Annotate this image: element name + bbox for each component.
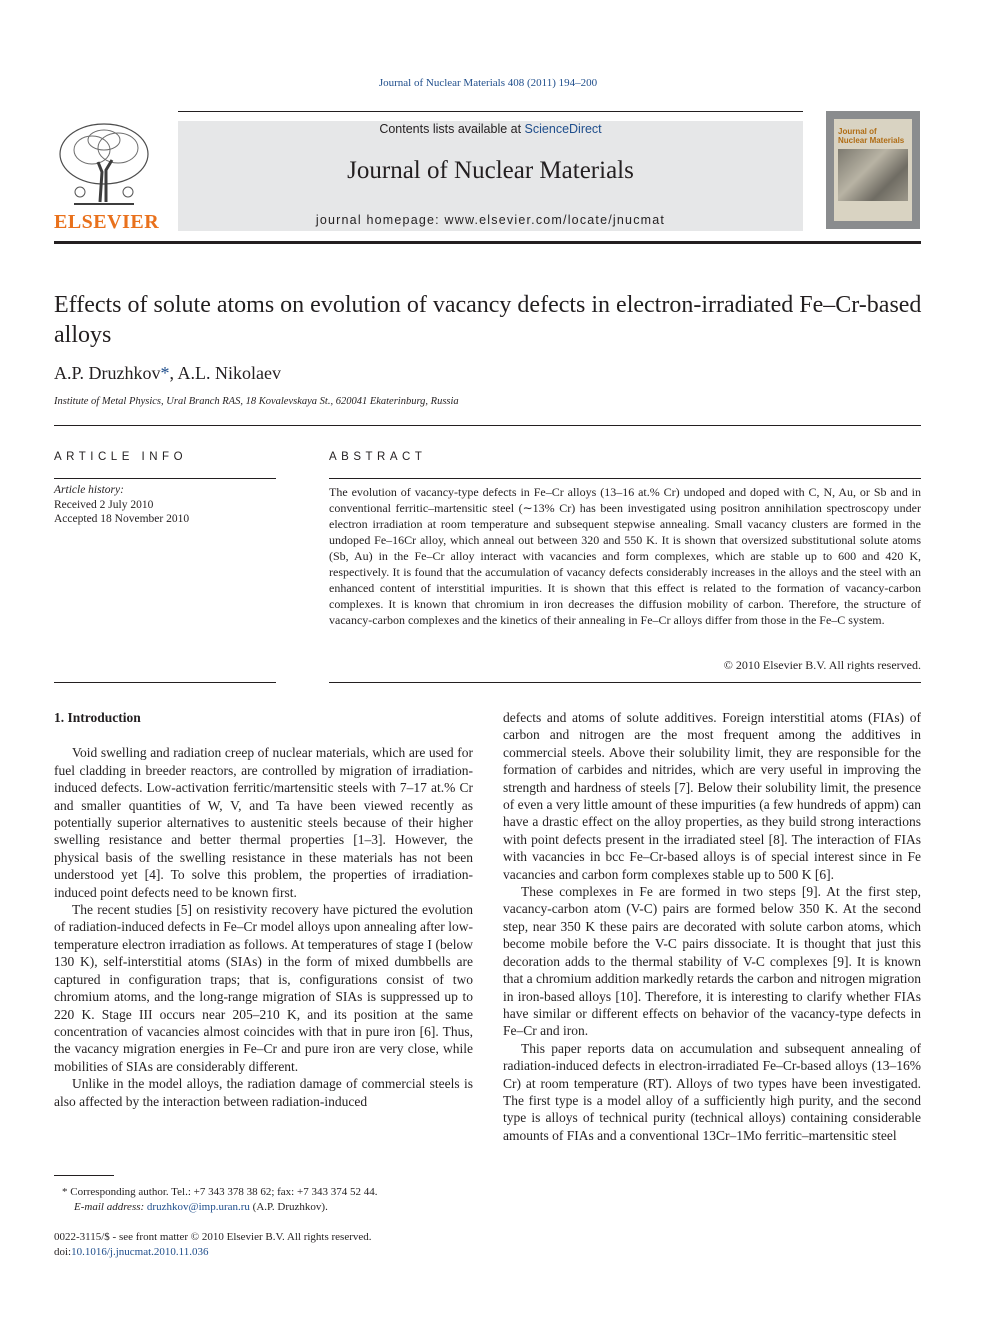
affiliation: Institute of Metal Physics, Ural Branch RAS, 18 Kovalevskaya St., 620041 Ekaterinburg, Russia xyxy=(54,396,459,407)
corresponding-author-mark[interactable]: * xyxy=(160,363,170,383)
body-left-column xyxy=(54,709,473,1110)
cover-panel xyxy=(834,119,912,221)
contents-prefix: Contents lists available at xyxy=(379,122,525,136)
abstract-heading-rule xyxy=(329,478,921,479)
received-date: Received 2 July 2010 xyxy=(54,498,154,511)
email-label: E-mail address: xyxy=(74,1200,147,1213)
journal-cover xyxy=(826,111,920,229)
paragraph: These complexes in Fe are formed in two steps [9]. At the first step, vacancy-carbon atom (V-C) pairs are formed below 350 K. At the second step, near 350 K these pairs are decorated with solute carbon atoms, which become mobile before the V-C pairs dissociate. It is thought that just this decoration adds to the thermal stability of V-C complexes [9]. It is known that a chromium addition markedly retards the carbon and nitrogen migration in iron-based alloys [10]. Therefore, it is interesting to clarify whether FIAs have similar or different effects on behavior of the vacancy-type defects in Fe–Cr and iron. xyxy=(503,884,921,1039)
paragraph: The recent studies [5] on resistivity recovery have pictured the evolution of radiation-induced defects in Fe–Cr model alloys upon annealing after low-temperature electron irradiation as follows. At temperatures of stage I (below 130 K), self-interstitial atoms (SIAs) in the form of mixed dumbbells are captured in configuration traps; that is, configurations consist of two chromium atoms, and the long-range migration of SIAs is suppressed up to 220 K. Stage III occurs near 205–210 K, and its position at the same concentration of vacancies almost coincides with that in pure iron [6]. Thus, the vacancy migration energies in Fe–Cr and pure iron are very close, while mobilities of SIAs are considerably different. xyxy=(54,902,473,1074)
journal-banner xyxy=(178,121,803,231)
author-list xyxy=(54,363,281,384)
accepted-date: Accepted 18 November 2010 xyxy=(54,513,190,525)
article-history xyxy=(54,483,189,527)
abstract-bottom-rule xyxy=(329,682,921,683)
doi-link[interactable]: 10.1016/j.jnucmat.2010.11.036 xyxy=(71,1245,209,1258)
paragraph: Unlike in the model alloys, the radiation damage of commercial steels is also affected by the interaction between radiation-induced xyxy=(54,1076,473,1109)
footnote xyxy=(62,1185,482,1214)
journal-citation[interactable]: Journal of Nuclear Materials 408 (2011) 194–200 xyxy=(378,77,598,89)
footnote-rule xyxy=(54,1175,114,1176)
author-separator: , xyxy=(169,363,178,383)
cover-image xyxy=(838,149,908,201)
header-bottom-rule xyxy=(54,241,921,244)
info-heading-rule xyxy=(54,478,276,479)
abstract-text: The evolution of vacancy-type defects in Fe–Cr alloys (13–16 at.% Cr) undoped and doped with C, N, Au, or Sb and in conventional ferritic–martensitic steel (∼13% Cr) has been investigated using positron annihilation spectroscopy under electron irradiation at room temperature and subsequent stepwise annealing. Small vacancy clusters are formed in the undoped Fe–16Cr alloy, which anneal out between 320 and 550 K. It is shown that oversized substitutional solute atoms (Sb, Au) in the Fe–Cr alloy interact with vacancies and form complexes, which are stable up to 600 and 420 K, respectively. It is found that the accumulation of vacancy defects considerably increases in the alloys and the steel with an enhanced content of interstitial impurities. It is shown that this effect is related to the formation of vacancy-carbon complexes. It is known that chromium in iron decreases the diffusion mobility of carbon. Therefore, the structure of vacancy-carbon complexes and the kinetics of their annealing in Fe–Cr alloys differ from those in the Fe–C system. xyxy=(329,485,921,627)
paragraph: Void swelling and radiation creep of nuclear materials, which are used for fuel cladding in breeder reactors, are controlled by migration of irradiation-induced defects. Low-activation ferritic/martensitic steels with 7–17 at.% Cr and smaller quantities of W, V, and Ta have been viewed recently as potentially superior alternatives to austenitic steels because of their higher swelling resistance and better thermal properties [1–3]. However, the physical basis of the swelling resistance in these materials has not been understood yet [4]. To solve this problem, the properties of irradiation-induced point defects need to be known first. xyxy=(54,745,473,900)
article-title: Effects of solute atoms on evolution of vacancy defects in electron-irradiated Fe–Cr-based alloys xyxy=(54,292,922,348)
history-label: Article history: xyxy=(54,484,124,496)
info-top-rule xyxy=(54,425,921,426)
author-nikolaev[interactable]: A.L. Nikolaev xyxy=(177,363,281,383)
email-suffix: (A.P. Druzhkov). xyxy=(249,1200,328,1213)
body-right-column xyxy=(503,709,921,1144)
issn-line: 0022-3115/$ - see front matter © 2010 Elsevier B.V. All rights reserved. xyxy=(54,1231,372,1243)
corresponding-author-note: * Corresponding author. Tel.: +7 343 378 38 62; fax: +7 343 374 52 44. xyxy=(62,1186,378,1198)
author-druzhkov[interactable]: A.P. Druzhkov xyxy=(54,363,161,383)
front-matter xyxy=(54,1230,484,1259)
info-bottom-rule xyxy=(54,682,276,683)
paragraph: This paper reports data on accumulation and subsequent annealing of radiation-induced defects in electron-irradiated Fe–Cr-based alloys (13–16% Cr) at room temperature (RT). Alloys of two types have been investigated. The first type is a model alloy of a sufficiently high purity, and the second type is alloys of technical purity (technical alloys) containing considerable amounts of FIAs and a conventional 13Cr–1Mo ferritic–martensitic steel xyxy=(503,1040,921,1143)
elsevier-tree-logo xyxy=(54,122,154,210)
contents-line xyxy=(178,122,803,136)
elsevier-wordmark: ELSEVIER xyxy=(54,211,160,233)
author-email-link[interactable]: druzhkov@imp.uran.ru xyxy=(146,1200,250,1213)
sciencedirect-link[interactable]: ScienceDirect xyxy=(524,122,602,136)
section-heading-introduction: 1. Introduction xyxy=(54,710,141,725)
journal-name: Journal of Nuclear Materials xyxy=(347,157,634,184)
journal-homepage[interactable]: journal homepage: www.elsevier.com/locate/jnucmat xyxy=(315,213,666,227)
abstract-heading: ABSTRACT xyxy=(329,451,427,463)
header-top-rule xyxy=(178,111,803,112)
abstract-copyright: © 2010 Elsevier B.V. All rights reserved. xyxy=(723,658,921,672)
cover-title: Journal of Nuclear Materials xyxy=(838,127,905,145)
doi-label: doi: xyxy=(54,1245,72,1258)
article-info-heading: ARTICLE INFO xyxy=(54,451,188,463)
paragraph: defects and atoms of solute additives. Foreign interstitial atoms (FIAs) of carbon and nitrogen are the most frequent among the additives in commercial steels. Above their solubility limit, they are responsible for the formation of carbides and nitrides, which are very useful in improving the strength and hardness of steels [7]. Below their solubility limit, the presence of even a very little amount of these impurities (a few hundreds of appm) can have a drastic effect on the alloy properties, as they build strong interactions with point defects present in the irradiated steel [8]. The interaction of FIAs with vacancies in bcc Fe–Cr-based alloys is of special interest since in Fe vacancies and carbon form complexes stable up to 500 K [6]. xyxy=(503,710,921,882)
